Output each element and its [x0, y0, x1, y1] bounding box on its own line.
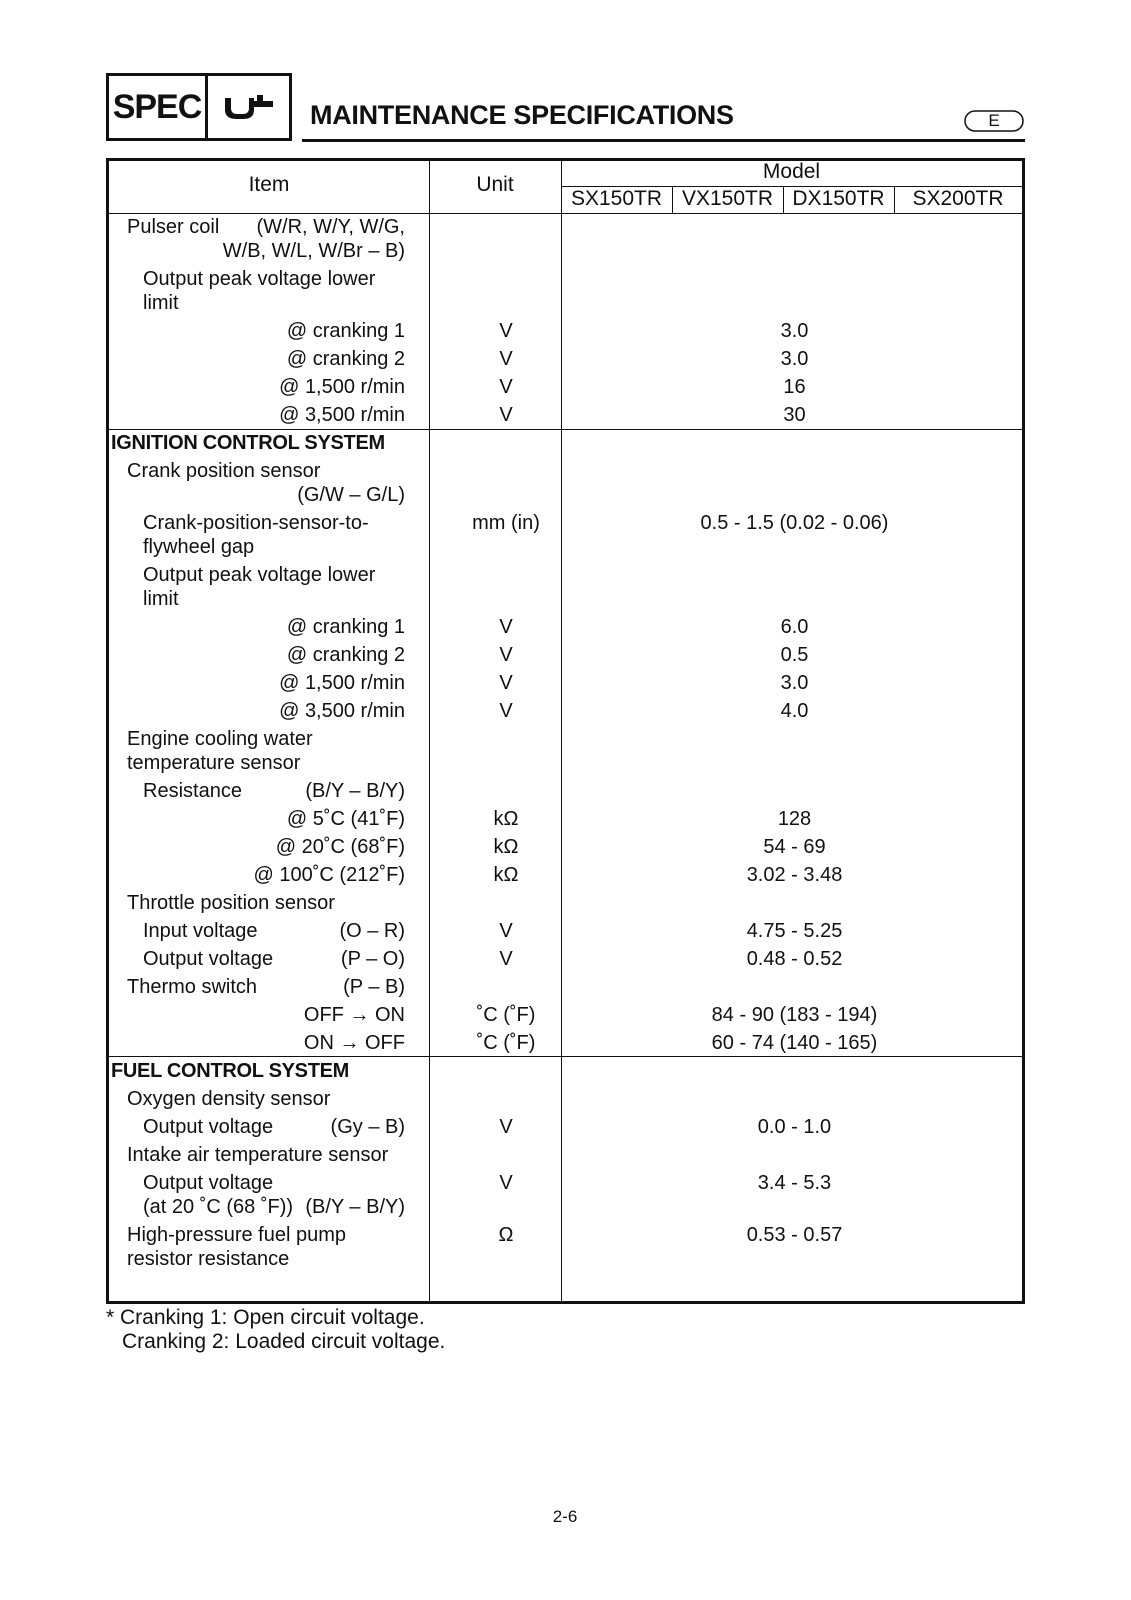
- section-fuel: FUEL CONTROL SYSTEM: [111, 1060, 350, 1082]
- value-cell: 128: [777, 808, 812, 830]
- item-tps-output: Output voltage: [143, 948, 274, 970]
- item-thermo-switch: Thermo switch: [127, 976, 258, 998]
- item-tps-input: Input voltage: [143, 920, 258, 942]
- resistance-leads: (B/Y – B/Y): [305, 780, 405, 802]
- unit-cell: V: [499, 348, 513, 370]
- value-cell: 3.0: [780, 672, 809, 694]
- item-cranking-2: @ cranking 2: [286, 348, 405, 370]
- item-output-peak-2: limit: [143, 292, 179, 314]
- item-o2-sensor: Oxygen density sensor: [127, 1088, 331, 1110]
- item-cranking-1: @ cranking 1: [286, 616, 405, 638]
- pulser-leads: (W/R, W/Y, W/G,: [256, 216, 405, 238]
- value-cell: 4.75 - 5.25: [746, 920, 843, 942]
- unit-cell: mm (in): [472, 512, 540, 534]
- value-cell: 0.5: [780, 644, 809, 666]
- page-number: 2-6: [552, 1507, 578, 1526]
- item-temp-5c: @ 5˚C (41˚F): [286, 808, 405, 830]
- value-cell: 3.0: [780, 348, 809, 370]
- item-ect-sensor-2: temperature sensor: [127, 752, 301, 774]
- item-rpm-1500: @ 1,500 r/min: [279, 672, 405, 694]
- unit-cell: V: [499, 700, 513, 722]
- unit-cell: V: [499, 672, 513, 694]
- item-cranking-2: @ cranking 2: [286, 644, 405, 666]
- footnote-2: Cranking 2: Loaded circuit voltage.: [122, 1330, 446, 1353]
- unit-cell: ˚C (˚F): [476, 1004, 536, 1026]
- item-rpm-3500: @ 3,500 r/min: [279, 700, 405, 722]
- language-label: E: [988, 111, 1000, 130]
- item-hp-fuel-pump: High-pressure fuel pump: [127, 1224, 346, 1246]
- iat-condition: (at 20 ˚C (68 ˚F)): [143, 1196, 294, 1218]
- item-cranking-1: @ cranking 1: [286, 320, 405, 342]
- item-temp-100c: @ 100˚C (212˚F): [253, 864, 405, 886]
- spec-label: SPEC: [109, 76, 208, 138]
- item-temp-20c: @ 20˚C (68˚F): [275, 836, 405, 858]
- tps-output-leads: (P – O): [340, 948, 405, 970]
- value-cell: 6.0: [780, 616, 809, 638]
- item-pulser-coil: Pulser coil: [127, 216, 220, 238]
- item-output-peak: Output peak voltage lower: [143, 268, 376, 290]
- iat-leads: (B/Y – B/Y): [305, 1196, 405, 1218]
- unit-cell: V: [499, 376, 513, 398]
- value-cell: 84 - 90 (183 - 194): [711, 1004, 878, 1026]
- tps-input-leads: (O – R): [339, 920, 405, 942]
- pulser-leads-2: W/B, W/L, W/Br – B): [222, 240, 405, 262]
- value-cell: 3.4 - 5.3: [757, 1172, 832, 1194]
- value-cell: 54 - 69: [763, 836, 826, 858]
- spec-table: [106, 158, 1025, 1304]
- item-sensor-gap-2: flywheel gap: [143, 536, 255, 558]
- unit-cell: V: [499, 920, 513, 942]
- unit-cell: V: [499, 1172, 513, 1194]
- unit-cell: ˚C (˚F): [476, 1032, 536, 1054]
- unit-cell: V: [499, 644, 513, 666]
- value-cell: 60 - 74 (140 - 165): [711, 1032, 878, 1054]
- header-unit: Unit: [476, 173, 514, 196]
- crank-sensor-leads: (G/W – G/L): [297, 484, 405, 506]
- unit-cell: V: [499, 948, 513, 970]
- o2-leads: (Gy – B): [330, 1116, 405, 1138]
- item-o2-output: Output voltage: [143, 1116, 274, 1138]
- item-output-peak: Output peak voltage lower: [143, 564, 376, 586]
- item-ect-sensor: Engine cooling water: [127, 728, 313, 750]
- item-tps: Throttle position sensor: [127, 892, 335, 914]
- unit-cell: V: [499, 1116, 513, 1138]
- header-model-sx200tr: SX200TR: [912, 187, 1004, 210]
- item-on-off: ON → OFF: [303, 1032, 405, 1054]
- page-title: MAINTENANCE SPECIFICATIONS: [310, 100, 734, 130]
- unit-cell: kΩ: [493, 864, 519, 886]
- section-ignition: IGNITION CONTROL SYSTEM: [111, 432, 385, 454]
- item-resistance: Resistance: [143, 780, 242, 802]
- section-divider: [109, 429, 1022, 430]
- footnote-1: * Cranking 1: Open circuit voltage.: [106, 1306, 425, 1329]
- item-off-on: OFF → ON: [303, 1004, 405, 1026]
- value-cell: 4.0: [780, 700, 809, 722]
- unit-cell: kΩ: [493, 836, 519, 858]
- header-divider: [109, 213, 1022, 214]
- language-badge: [964, 110, 1024, 132]
- header-model-vx150tr: VX150TR: [681, 187, 774, 210]
- item-output-peak-2: limit: [143, 588, 179, 610]
- unit-cell: V: [499, 404, 513, 426]
- title-rule: [302, 139, 1025, 142]
- item-iat-output: Output voltage: [143, 1172, 274, 1194]
- section-divider: [109, 1056, 1022, 1057]
- unit-cell: V: [499, 320, 513, 342]
- spec-badge: [106, 73, 292, 141]
- value-cell: 0.53 - 0.57: [746, 1224, 843, 1246]
- header-item: Item: [248, 173, 290, 196]
- value-cell: 3.0: [780, 320, 809, 342]
- item-rpm-3500: @ 3,500 r/min: [279, 404, 405, 426]
- item-rpm-1500: @ 1,500 r/min: [279, 376, 405, 398]
- value-cell: 3.02 - 3.48: [746, 864, 843, 886]
- value-cell: 0.5 - 1.5 (0.02 - 0.06): [700, 512, 889, 534]
- item-sensor-gap: Crank-position-sensor-to-: [143, 512, 369, 534]
- value-cell: 16: [783, 376, 806, 398]
- value-cell: 30: [783, 404, 806, 426]
- item-crank-sensor: Crank position sensor: [127, 460, 321, 482]
- thermo-leads: (P – B): [343, 976, 405, 998]
- header-model-dx150tr: DX150TR: [792, 187, 885, 210]
- col-divider: [429, 161, 430, 1301]
- item-iat-sensor: Intake air temperature sensor: [127, 1144, 389, 1166]
- header-model: Model: [762, 160, 821, 183]
- item-hp-fuel-pump-2: resistor resistance: [127, 1248, 290, 1270]
- value-cell: 0.48 - 0.52: [746, 948, 843, 970]
- unit-cell: Ω: [498, 1224, 514, 1246]
- value-cell: 0.0 - 1.0: [757, 1116, 832, 1138]
- unit-cell: kΩ: [493, 808, 519, 830]
- unit-cell: V: [499, 616, 513, 638]
- header-model-sx150tr: SX150TR: [570, 187, 663, 210]
- wrench-icon: [208, 76, 289, 138]
